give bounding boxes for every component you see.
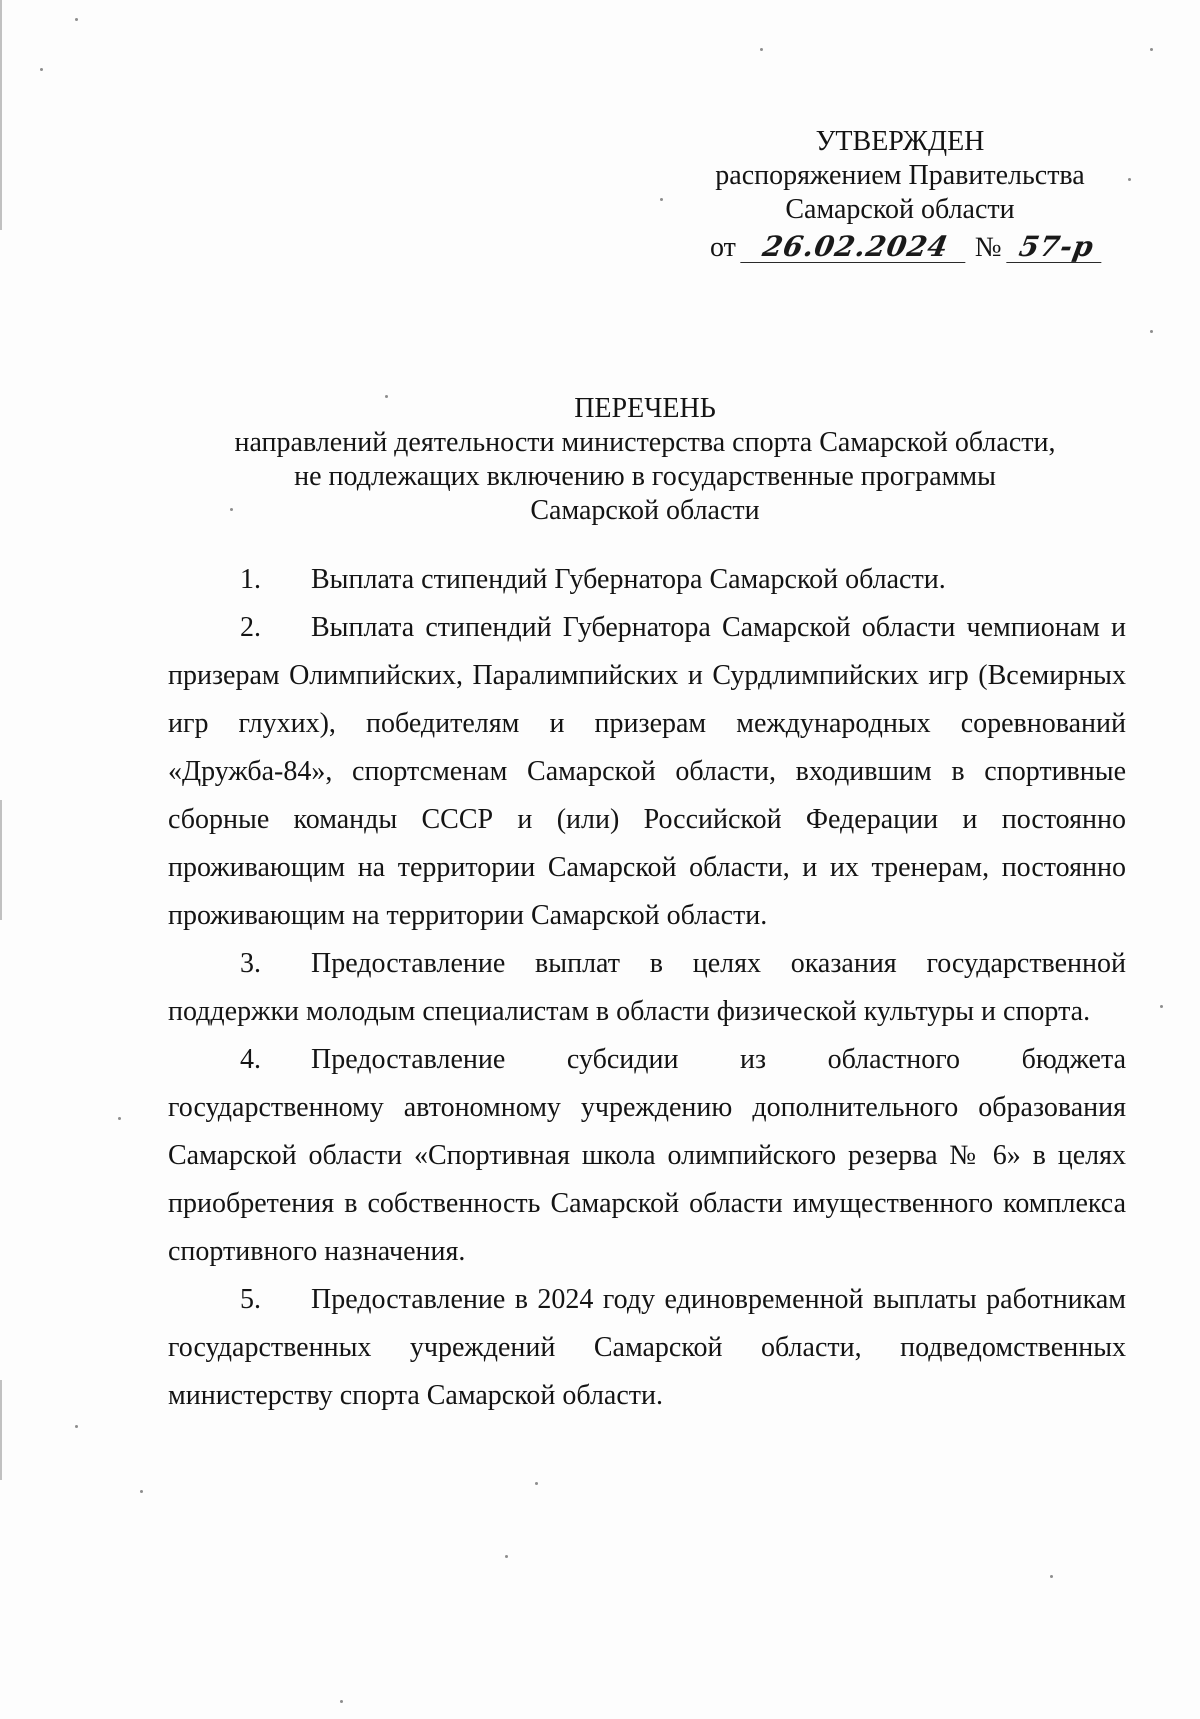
item-number: 1. <box>240 564 261 595</box>
scan-speck <box>340 1700 343 1703</box>
list-item <box>168 940 1126 1036</box>
scan-speck <box>118 1117 121 1120</box>
approval-date-number-line <box>700 231 1100 265</box>
scan-speck <box>1150 330 1153 333</box>
scan-speck <box>40 68 43 71</box>
scan-edge-mark <box>0 1380 2 1480</box>
item-text: Предоставление субсидии из областного бюджета государственному автономному учреждению дополнительного образования Самарской области «Спортивная школа олимпийского резерва № 6» в целях приобретения в собственность Самарской области имущественного комплекса спортивного назначения. <box>168 1044 1126 1267</box>
item-text: Предоставление выплат в целях оказания государственной поддержки молодым специалистам в области физической культуры и спорта. <box>168 948 1126 1027</box>
scan-speck <box>1150 48 1153 51</box>
handwritten-number: 57-р <box>1006 232 1106 263</box>
list-item <box>168 1276 1126 1420</box>
scan-speck <box>75 1425 78 1428</box>
scan-edge-mark <box>0 800 2 920</box>
item-text: Предоставление в 2024 году единовременной выплаты работникам государственных учреждений Самарской области, подведомственных министерству спорта Самарской области. <box>168 1284 1126 1411</box>
item-text: Выплата стипендий Губернатора Самарской области. <box>311 564 946 595</box>
approval-heading: УТВЕРЖДЕН <box>815 126 985 157</box>
list-item <box>168 1036 1126 1276</box>
item-number: 3. <box>240 948 261 979</box>
scan-speck <box>1128 178 1131 181</box>
title-line-3: Самарской области <box>530 495 760 526</box>
item-number: 2. <box>240 612 261 643</box>
approval-block <box>700 125 1100 265</box>
title-line-2: не подлежащих включению в государственные программы <box>294 461 996 492</box>
items-list <box>168 556 1126 1420</box>
scan-speck <box>505 1555 508 1558</box>
item-text: Выплата стипендий Губернатора Самарской области чемпионам и призерам Олимпийских, Паралимпийских и Сурдлимпийских игр (Всемирных игр глухих), победителям и призерам международных соревнований «Дружба-84», спортсменам Самарской области, входившим в спортивные сборные команды СССР и (или) Российской Федерации и постоянно проживающим на территории Самарской области, и их тренерам, постоянно проживающим на территории Самарской области. <box>168 612 1126 931</box>
scan-speck <box>140 1490 143 1493</box>
scan-edge-mark <box>0 0 2 230</box>
item-number: 5. <box>240 1284 261 1315</box>
handwritten-date: 26.02.2024 <box>740 232 970 263</box>
approval-region: Самарской области <box>785 194 1015 225</box>
scan-speck <box>660 198 663 201</box>
scan-speck <box>535 1482 538 1485</box>
item-number: 4. <box>240 1044 261 1075</box>
title-heading: ПЕРЕЧЕНЬ <box>574 393 716 424</box>
from-label: от <box>710 232 736 263</box>
number-label: № <box>974 232 1002 263</box>
scan-speck <box>75 18 78 21</box>
list-item <box>168 604 1126 940</box>
list-item <box>168 556 1126 604</box>
scan-speck <box>1160 1005 1163 1008</box>
title-line-1: направлений деятельности министерства спорта Самарской области, <box>234 427 1056 458</box>
approval-authority: распоряжением Правительства <box>715 160 1085 191</box>
document-title <box>150 392 1140 528</box>
scan-speck <box>760 48 763 51</box>
scan-speck <box>1050 1575 1053 1578</box>
